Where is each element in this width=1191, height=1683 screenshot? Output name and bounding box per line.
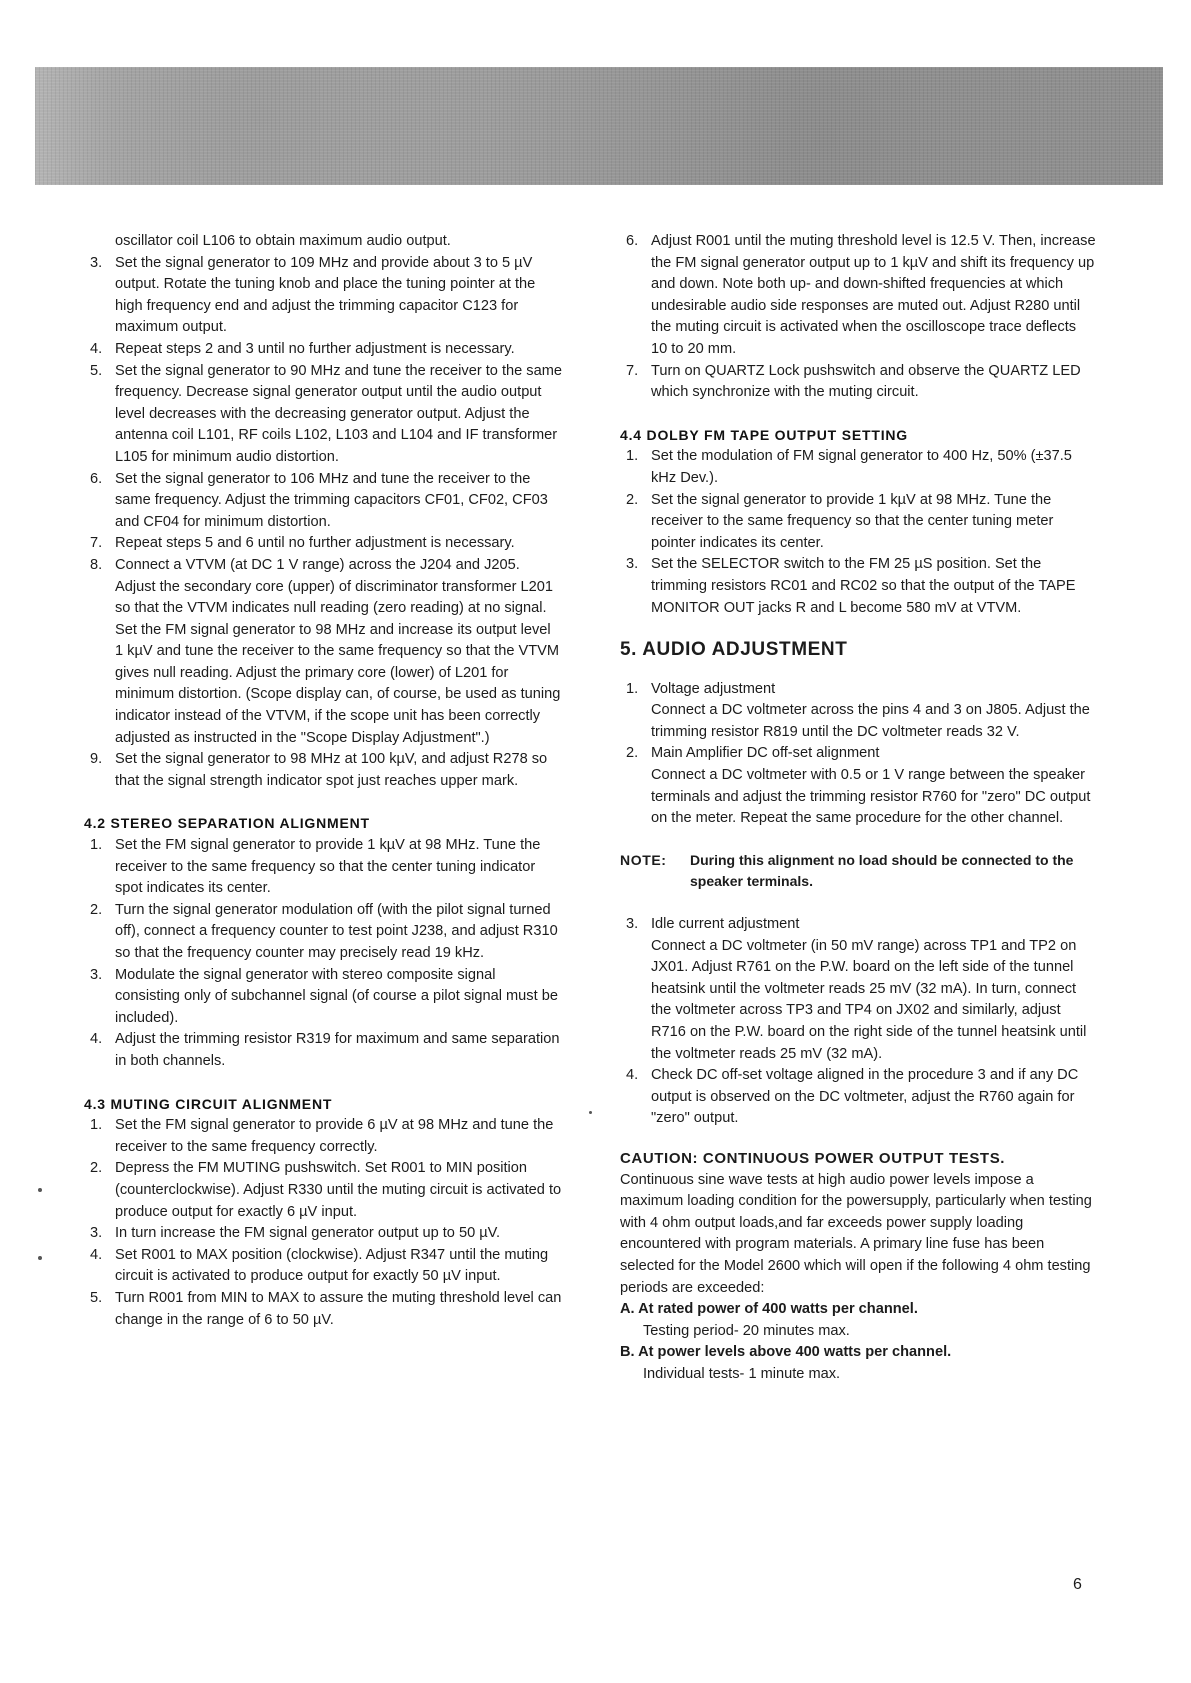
continued-text: oscillator coil L106 to obtain maximum audio output. (115, 233, 451, 249)
note-block (620, 850, 1096, 893)
list-item: 3. Set the SELECTOR switch to the FM 25 µS position. Set the trimming resistors RC01 and RC02 so that the output of the TAPE MONITOR OUT jacks R and L become 580 mV at VTVM. (626, 556, 1076, 616)
section-heading-5: 5. AUDIO ADJUSTMENT (620, 639, 848, 661)
list-item: 1. Set the FM signal generator to provide 1 kµV at 98 MHz. Tune the receiver to the same frequency so that the center tuning indicator spot indicates its center. (90, 837, 541, 897)
section-heading-4-3: 4.3 MUTING CIRCUIT ALIGNMENT (84, 1095, 333, 1112)
list-item: 8. Connect a VTVM (at DC 1 V range) across the J204 and J205. Adjust the secondary core (upper) of discriminator transformer L201 so that the VTVM indicates null reading (zero reading) at no signal. Set the FM signal generator to 98 MHz and increase its output level 1 kµV and tune the receiver to the same frequency so that the VTVM gives null reading. Adjust the primary core (lower) of L201 for minimum distortion. (Scope display can, of course, be used as tuning indicator instead of the VTVM, if the scope unit has been correctly adjusted as instructed in the "Scope Display Adjustment".) (90, 556, 561, 746)
left-column (84, 231, 562, 1331)
list-item: 2. Main Amplifier DC off-set alignment Connect a DC voltmeter with 0.5 or 1 V range between the speaker terminals and adjust the trimming resistor R760 for "zero" DC output on the meter. Repeat the same procedure for the other channel. (626, 745, 1091, 827)
note-text: During this alignment no load should be connected to the speaker terminals. (690, 851, 1074, 890)
header-band-image (35, 67, 1163, 185)
list-item: 5. Turn R001 from MIN to MAX to assure the muting threshold level can change in the range of 6 to 50 µV. (90, 1289, 562, 1328)
note-label: NOTE: (620, 851, 667, 868)
list-item: 7. Repeat steps 5 and 6 until no further adjustment is necessary. (90, 535, 515, 552)
list-item: 3. Set the signal generator to 109 MHz and provide about 3 to 5 µV output. Rotate the tuning knob and place the tuning pointer at the high frequency end and adjust the trimming capacitor C123 for maximum output. (90, 254, 536, 336)
caution-text: Continuous sine wave tests at high audio power levels impose a maximum loading condition for the powersupply, particularly when testing with 4 ohm output loads,and far exceeds power supply loading encountered with program materials. A primary line fuse has been selected for the Model 2600 which will open if the following 4 ohm testing periods are exceeded: (620, 1171, 1092, 1296)
right-column (620, 231, 1096, 1386)
list-item: 3. Idle current adjustment Connect a DC voltmeter (in 50 mV range) across TP1 and TP2 on JX01. Adjust R761 on the P.W. board on the left side of the tunnel heatsink until the voltmeter reads 25 mV (32 mA). In turn, connect the voltmeter across TP3 and TP4 on JX02 and similarly, adjust R716 on the P.W. board on the right side of the tunnel heatsink until the voltmeter reads 25 mV (32 mA). (626, 916, 1087, 1062)
scan-speck (38, 1188, 42, 1192)
list-item: 4. Adjust the trimming resistor R319 for maximum and same separation in both channels. (90, 1031, 560, 1069)
steps-list-43-cont (620, 231, 1096, 404)
steps-list-43 (84, 1115, 562, 1331)
section-heading-4-2: 4.2 STEREO SEPARATION ALIGNMENT (84, 815, 370, 832)
scan-speck (38, 1256, 42, 1260)
list-item: 9. Set the signal generator to 98 MHz at 100 kµV, and adjust R278 so that the signal strength indicator spot just reaches upper mark. (90, 751, 548, 789)
list-item: 4. Set R001 to MAX position (clockwise). Adjust R347 until the muting circuit is activated to produce output for exactly 50 µV input. (90, 1246, 549, 1285)
list-item: 3. In turn increase the FM signal generator output up to 50 µV. (90, 1225, 501, 1242)
steps-list-5a (620, 679, 1096, 830)
list-item: 2. Turn the signal generator modulation off (with the pilot signal turned off), connect a frequency counter to test point J238, and adjust R310 so that the frequency counter may precisely read 19 kHz. (90, 901, 558, 961)
caution-item-b: B. At power levels above 400 watts per channel. (620, 1344, 952, 1361)
list-item: 2. Set the signal generator to provide 1 kµV at 98 MHz. Tune the receiver to the same frequency so that the center tuning meter pointer indicates its center. (626, 491, 1054, 551)
scan-speck (589, 1111, 592, 1114)
list-item: 5. Set the signal generator to 90 MHz and tune the receiver to the same frequency. Decrease signal generator output until the audio output level decreases with the decreasing generator output. Adjust the antenna coil L101, RF coils L102, L103 and L104 and IF transformer L105 for minimum audio distortion. (90, 362, 562, 465)
list-item: 4. Repeat steps 2 and 3 until no further adjustment is necessary. (90, 340, 515, 357)
list-item: 4. Check DC off-set voltage aligned in the procedure 3 and if any DC output is observed on the DC voltmeter, adjust the R760 again for "zero" output. (626, 1067, 1079, 1127)
caution-item-b-text: Individual tests- 1 minute max. (643, 1365, 841, 1382)
steps-list-42 (84, 835, 562, 1073)
steps-list-5b (620, 914, 1096, 1130)
list-item: 6. Set the signal generator to 106 MHz and tune the receiver to the same frequency. Adjust the trimming capacitors CF01, CF02, CF03 and CF04 for minimum distortion. (90, 470, 548, 530)
section-heading-4-4: 4.4 DOLBY FM TAPE OUTPUT SETTING (620, 426, 908, 443)
list-item: 1. Set the modulation of FM signal generator to 400 Hz, 50% (±37.5 kHz Dev.). (626, 448, 1072, 486)
list-item: 2. Depress the FM MUTING pushswitch. Set R001 to MIN position (counterclockwise). Adjust R330 until the muting circuit is activated to produce output for exactly 6 µV input. (90, 1160, 562, 1220)
list-item: 3. Modulate the signal generator with stereo composite signal consisting only of subchannel signal (of course a pilot signal must be included). (90, 966, 558, 1026)
list-item: 7. Turn on QUARTZ Lock pushswitch and observe the QUARTZ LED which synchronize with the muting circuit. (626, 362, 1081, 401)
list-item: 1. Set the FM signal generator to provide 6 µV at 98 MHz and tune the receiver to the same frequency correctly. (90, 1117, 554, 1155)
steps-list-44 (620, 446, 1096, 619)
caution-item-a: A. At rated power of 400 watts per channel. (620, 1301, 918, 1318)
caution-item-a-text: Testing period- 20 minutes max. (643, 1322, 850, 1339)
list-item: 6. Adjust R001 until the muting threshold level is 12.5 V. Then, increase the FM signal generator output up to 1 kµV and shift its frequency up and down. Note both up- and down-shifted frequencies at which undesirable audio side responses are muted out. Adjust R280 until the muting circuit is activated when the oscilloscope trace deflects 10 to 20 mm. (626, 233, 1096, 357)
list-item: 1. Voltage adjustment Connect a DC voltmeter across the pins 4 and 3 on J805. Adjust the trimming resistor R819 until the DC voltmeter reads 32 V. (626, 680, 1090, 740)
steps-list-41 (84, 253, 562, 793)
caution-heading: CAUTION: CONTINUOUS POWER OUTPUT TESTS. (620, 1149, 1006, 1167)
page-number: 6 (1073, 1576, 1082, 1593)
